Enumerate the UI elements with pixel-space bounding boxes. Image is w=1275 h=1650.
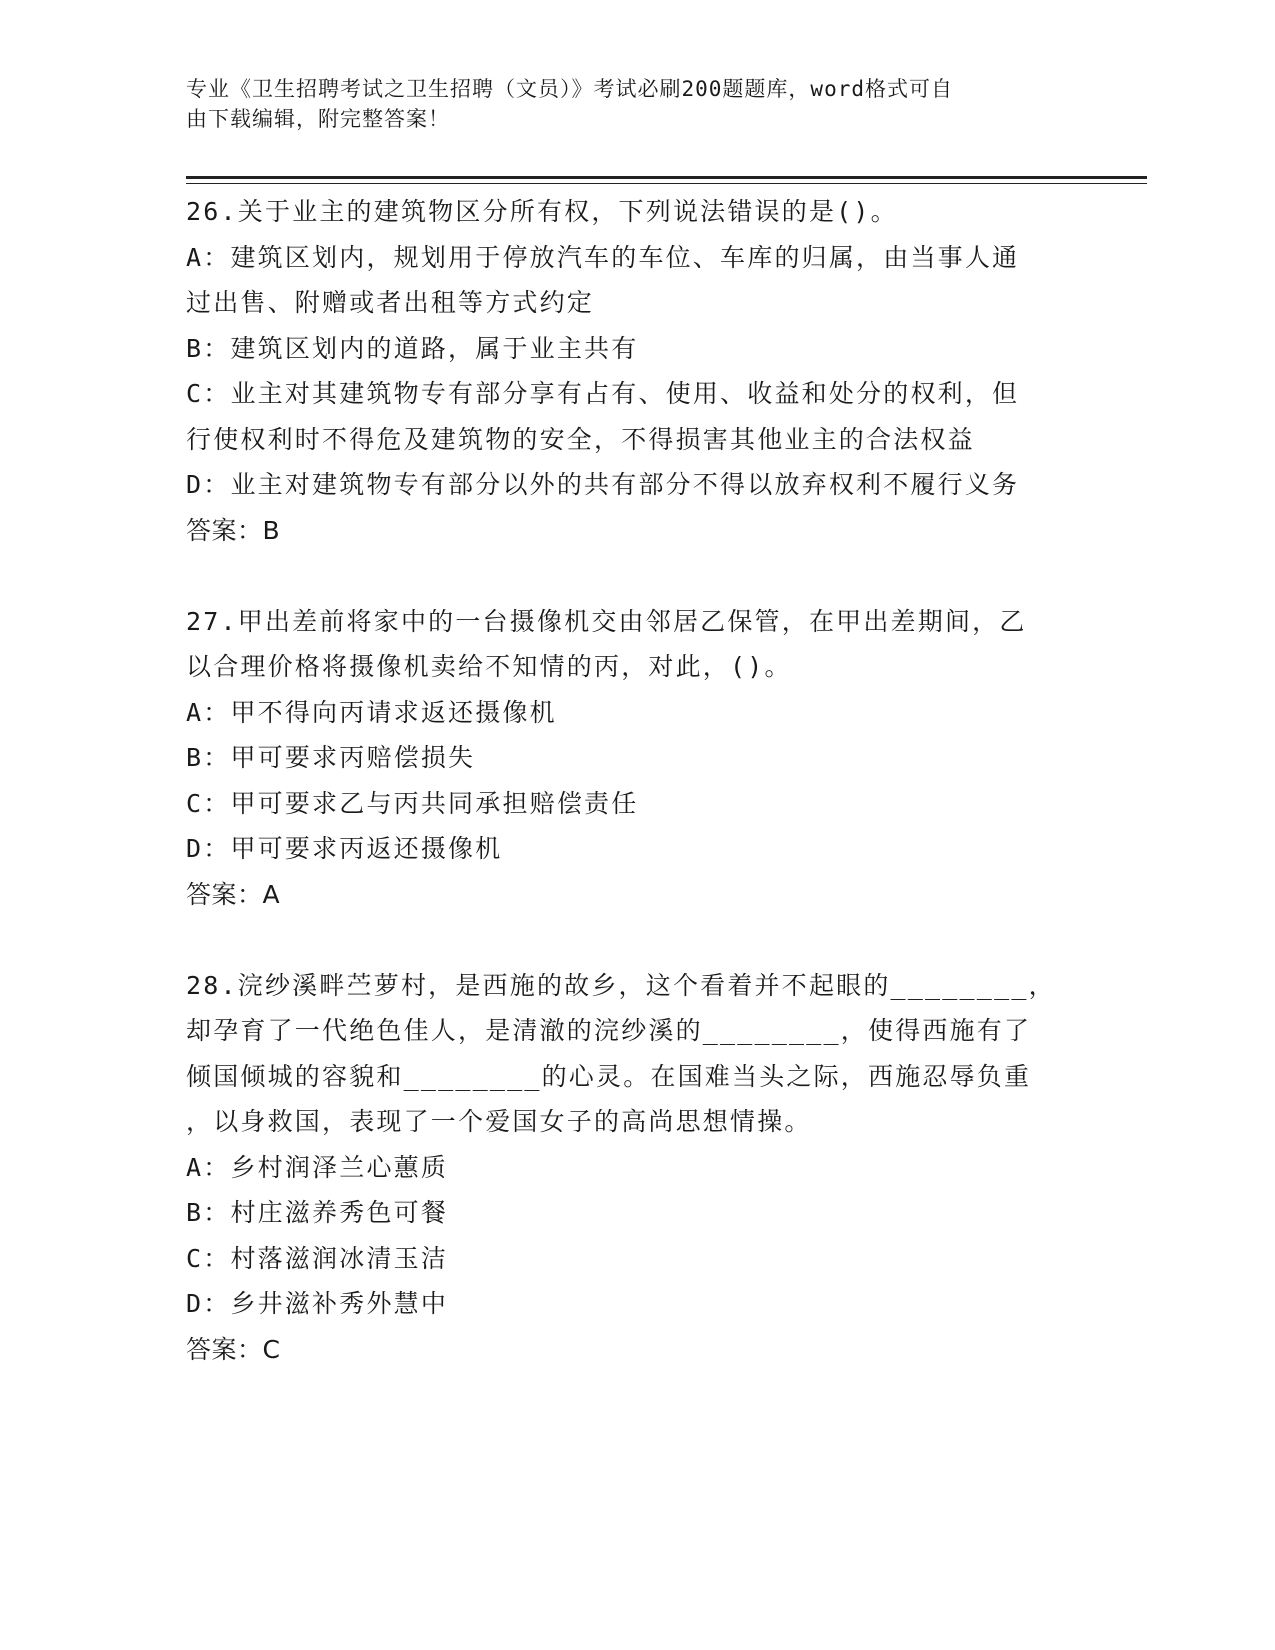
header-rule-thin (186, 183, 1147, 184)
question-text-line: 以合理价格将摄像机卖给不知情的丙，对此，()。 (186, 652, 792, 681)
option-line: D：业主对建筑物专有部分以外的共有部分不得以放弃权利不履行义务 (186, 470, 1020, 499)
option-line: B：甲可要求丙赔偿损失 (186, 743, 476, 772)
header-rule-thick (186, 176, 1147, 179)
option-d (186, 1281, 1086, 1327)
option-b (186, 735, 1086, 781)
question-26 (186, 189, 1086, 553)
question-28 (186, 963, 1086, 1373)
option-a (186, 1145, 1086, 1191)
question-27 (186, 599, 1086, 918)
header-line-2: 由下载编辑，附完整答案！ (186, 107, 450, 131)
option-c (186, 781, 1086, 827)
question-text (186, 963, 1086, 1145)
question-text-line: 28.浣纱溪畔苎萝村，是西施的故乡，这个看着并不起眼的________， (186, 970, 1056, 1000)
option-a (186, 235, 1086, 326)
option-line: C：村落滋润冰清玉洁 (186, 1243, 449, 1273)
question-text-line: 27.甲出差前将家中的一台摄像机交由邻居乙保管，在甲出差期间，乙 (186, 606, 1027, 636)
option-line: B：建筑区划内的道路，属于业主共有 (186, 333, 639, 363)
option-line: B：村庄滋养秀色可餐 (186, 1198, 449, 1227)
option-line: A：甲不得向丙请求返还摄像机 (186, 697, 557, 727)
answer: 答案：B (186, 515, 281, 545)
option-line: 行使权利时不得危及建筑物的安全，不得损害其他业主的合法权益 (186, 424, 975, 454)
option-d (186, 826, 1086, 872)
document-header (186, 74, 1066, 134)
answer: 答案：C (186, 1334, 281, 1364)
option-c (186, 1236, 1086, 1282)
question-text-line: 26.关于业主的建筑物区分所有权，下列说法错误的是()。 (186, 197, 898, 226)
option-c (186, 371, 1086, 462)
option-line: A：乡村润泽兰心蕙质 (186, 1152, 449, 1182)
question-text-line: 倾国倾城的容貌和________的心灵。在国难当头之际，西施忍辱负重 (186, 1061, 1032, 1091)
option-b (186, 1190, 1086, 1236)
question-text (186, 189, 1086, 235)
option-line: C：业主对其建筑物专有部分享有占有、使用、收益和处分的权利，但 (186, 379, 1020, 408)
question-text-line: 却孕育了一代绝色佳人，是清澈的浣纱溪的________，使得西施有了 (186, 1016, 1032, 1045)
option-line: C：甲可要求乙与丙共同承担赔偿责任 (186, 788, 639, 818)
option-b (186, 326, 1086, 372)
option-line: A：建筑区划内，规划用于停放汽车的车位、车库的归属，由当事人通 (186, 242, 1020, 272)
question-text (186, 599, 1086, 690)
option-line: D：乡井滋补秀外慧中 (186, 1289, 449, 1318)
option-a (186, 690, 1086, 736)
question-list (186, 189, 1086, 1418)
answer: 答案：A (186, 879, 281, 909)
option-line: 过出售、附赠或者出租等方式约定 (186, 288, 595, 317)
header-line-1: 专业《卫生招聘考试之卫生招聘（文员）》考试必刷200题题库，word格式可自 (186, 77, 953, 101)
option-d (186, 462, 1086, 508)
question-text-line: ，以身救国，表现了一个爱国女子的高尚思想情操。 (186, 1107, 812, 1136)
option-line: D：甲可要求丙返还摄像机 (186, 834, 503, 863)
